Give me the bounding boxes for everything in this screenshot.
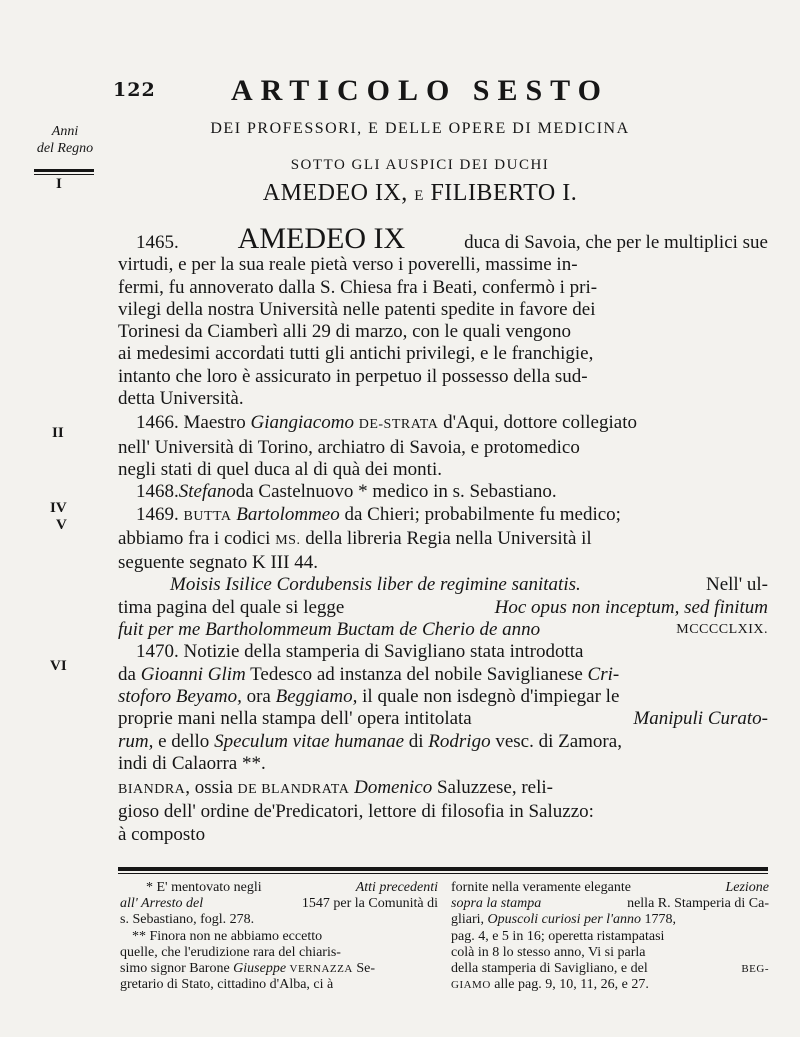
footnotes-right — [451, 880, 769, 993]
article-subtitle-3: AMEDEO IX, E FILIBERTO I. — [262, 180, 578, 206]
margin-heading: Anni del Regno — [36, 124, 94, 156]
footnote-rule — [118, 867, 768, 871]
text-line: nell' Università di Torino, archiatro di Savoia, e protomedico — [118, 436, 580, 458]
text-line: 1468. Stefano da Castelnuovo * medico in s. Sebastiano. — [136, 481, 557, 503]
text-line: 1465. AMEDEO IX duca di Savoia, che per le multiplici sue — [136, 222, 768, 255]
footnote-line: gretario di Stato, cittadino d'Alba, ci à — [120, 977, 334, 993]
margin-year-1: I — [56, 176, 62, 192]
text-line: rum, e dello Speculum vitae humanae di Rodrigo vesc. di Zamora, — [118, 730, 622, 752]
text-line: gioso dell' ordine de'Predicatori, lettore di filosofia in Saluzzo: — [118, 801, 594, 823]
footnote-line: colà in 8 lo stesso anno, Vi si parla — [451, 944, 646, 960]
text-line: 1470. Notizie della stamperia di Savigliano stata introdotta — [136, 641, 584, 663]
text-line: 1469. BUTTA Bartolommeo da Chieri; probabilmente fu medico; — [136, 503, 621, 525]
margin-year-4: IV — [50, 500, 67, 516]
footnote-line: della stamperia di Savigliano, e del BEG- — [451, 961, 769, 977]
text-line: intanto che loro è assicurato in perpetuo il possesso della sud- — [118, 365, 588, 387]
footnote-line: gliari, Opuscoli curiosi per l'anno 1778, — [451, 912, 677, 928]
page-number: 122 — [113, 79, 156, 101]
text-line: da Gioanni Glim Tedesco ad instanza del nobile Saviglianese Cri- — [118, 663, 620, 685]
footnote-line: pag. 4, e 5 in 16; operetta ristampatasi — [451, 928, 665, 944]
text-line: Torinesi da Ciamberì alli 29 di marzo, con le quali vengono — [118, 321, 571, 343]
text-line: abbiamo fra i codici MS. della libreria Regia nella Università il — [118, 527, 592, 549]
margin-year-5: V — [56, 517, 67, 533]
text-line: vilegi della nostra Università nelle patenti spedite in favore dei — [118, 298, 596, 320]
footnote-line: quelle, che l'erudizione rara del chiaris- — [120, 944, 341, 960]
text-line: negli stati di quel duca al di quà dei monti. — [118, 458, 442, 480]
footnote-line: ** Finora non ne abbiamo eccetto — [132, 928, 323, 944]
footnote-line: GIAMO alle pag. 9, 10, 11, 26, e 27. — [451, 977, 649, 993]
footnote-line: simo signor Barone Giuseppe VERNAZZA Se- — [120, 961, 375, 977]
text-line: virtudi, e per la sua reale pietà verso i poverelli, massime in- — [118, 254, 578, 276]
margin-rule — [34, 169, 94, 172]
footnote-line: * E' mentovato negli Atti precedenti — [146, 880, 438, 895]
footnote-line: fornite nella veramente elegante Lezione — [451, 880, 769, 895]
text-line: indi di Calaorra **. — [118, 752, 266, 774]
text-line: seguente segnato K III 44. — [118, 552, 318, 574]
text-line: Moisis Isilice Cordubensis liber de regimine sanitatis. Nell' ul- — [170, 574, 768, 596]
text-line: à composto — [118, 823, 206, 845]
text-line: detta Università. — [118, 388, 244, 410]
text-line: ai medesimi accordati tutti gli antichi privilegi, e le franchigie, — [118, 343, 594, 365]
article-subtitle: DEI PROFESSORI, E DELLE OPERE DI MEDICINA — [210, 120, 630, 137]
margin-rule-thin — [34, 174, 94, 175]
article-subtitle-2: SOTTO GLI AUSPICI DEI DUCHI — [290, 157, 550, 173]
article-title: ARTICOLO SESTO — [231, 74, 609, 107]
text-line: proprie mani nella stampa dell' opera intitolata Manipuli Curato- — [118, 708, 768, 730]
footnote-line: s. Sebastiano, fogl. 278. — [120, 912, 255, 928]
text-line: tima pagina del quale si legge Hoc opus non inceptum, sed finitum — [118, 596, 768, 618]
margin-year-6: VI — [50, 658, 67, 674]
text-line: 1466. Maestro Giangiacomo DE-STRATA d'Aqui, dottore collegiato — [136, 412, 637, 434]
footnote-line: all' Arresto del 1547 per la Comunità di — [120, 896, 438, 912]
footnote-line: sopra la stampa nella R. Stamperia di Ca- — [451, 896, 769, 912]
footnotes-left — [120, 880, 438, 993]
text-line: BIANDRA, ossia DE BLANDRATA Domenico Saluzzese, reli- — [118, 777, 554, 799]
footnote-rule-thin — [118, 873, 768, 874]
text-line: fuit per me Bartholommeum Buctam de Cherio de anno MCCCCLXIX. — [118, 619, 768, 641]
margin-year-2: II — [52, 425, 64, 441]
main-text — [118, 222, 768, 846]
text-line: fermi, fu annoverato dalla S. Chiesa fra i Beati, confermò i pri- — [118, 276, 598, 298]
text-line: stoforo Beyamo, ora Beggiamo, il quale non isdegnò d'impiegar le — [118, 685, 620, 707]
